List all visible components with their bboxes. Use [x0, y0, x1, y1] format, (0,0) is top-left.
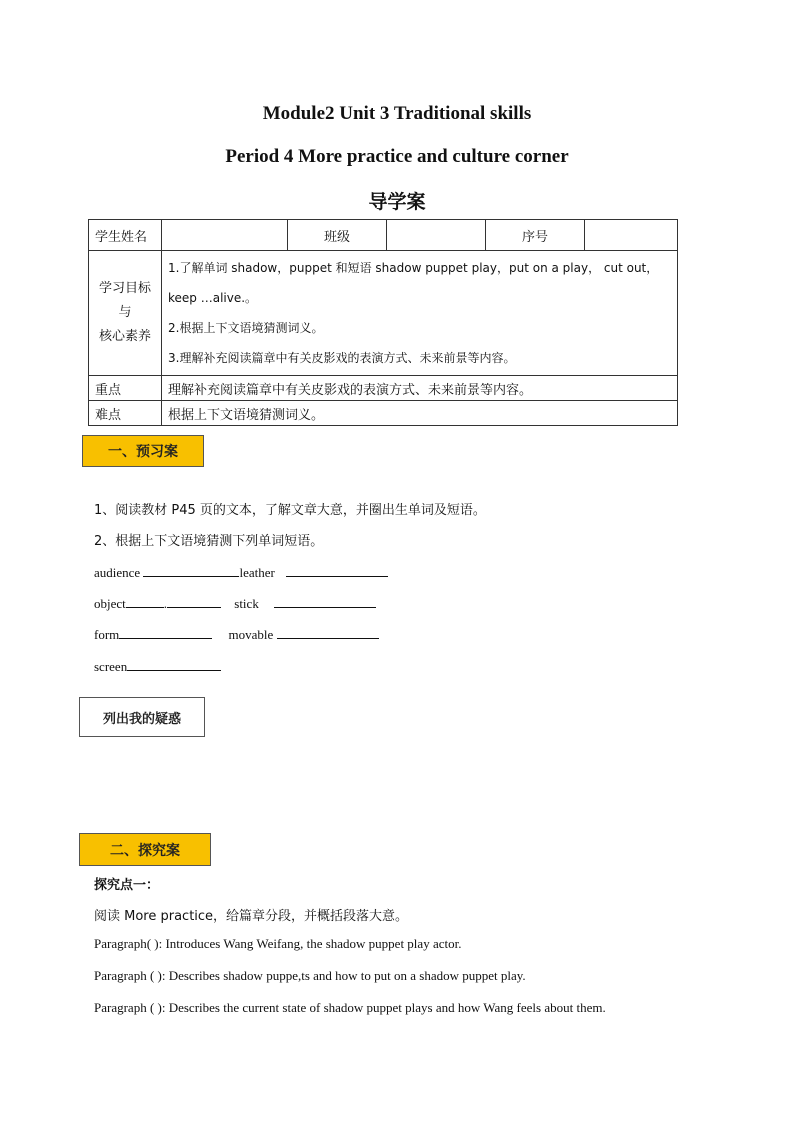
student-name-label: 学生姓名 [89, 220, 162, 251]
goals-label [89, 251, 162, 376]
goals-label-line3: 核心素养 [98, 329, 151, 344]
vocab-leather: leather [239, 565, 275, 580]
goals-label-line2: 与 [118, 305, 132, 320]
seat-field[interactable] [585, 220, 678, 251]
key-label: 重点 [89, 376, 162, 401]
object-blank-a[interactable] [126, 593, 164, 608]
paragraph-1: Paragraph( ): Introduces Wang Weifang, the shadow puppet play actor. [94, 936, 462, 951]
goals-label-line1: 学习目标 [98, 281, 151, 296]
difficulty-label: 难点 [89, 401, 162, 426]
period-title: Period 4 More practice and culture corner [225, 146, 569, 167]
info-table [88, 219, 678, 426]
audience-blank[interactable] [143, 562, 239, 577]
vocab-form: form [94, 627, 120, 642]
class-label: 班级 [288, 220, 387, 251]
explore-instruction: 阅读 More practice，给篇章分段，并概括段落大意。 [94, 909, 409, 924]
object-blank-b[interactable] [167, 593, 221, 608]
key-text: 理解补充阅读篇章中有关皮影戏的表演方式、未来前景等内容。 [162, 376, 678, 401]
preview-section-banner: 一、预习案 [82, 435, 204, 467]
vocab-row-3 [94, 624, 379, 643]
goal-2: 2.根据上下文语境猜测词义。 [168, 321, 324, 335]
vocab-movable: movable [228, 627, 274, 642]
form-blank[interactable] [119, 624, 212, 639]
difficulty-text: 根据上下文语境猜测词义。 [162, 401, 678, 426]
screen-blank[interactable] [127, 656, 221, 671]
vocab-row-4 [94, 656, 221, 675]
seat-label: 序号 [486, 220, 585, 251]
goal-3: 3.理解补充阅读篇章中有关皮影戏的表演方式、未来前景等内容。 [168, 351, 516, 365]
goal-1b: keep …alive.。 [168, 291, 258, 305]
goal-1a: 1.了解单词 shadow，puppet 和短语 shadow puppet play，put on a play， cut out， [168, 261, 659, 275]
vocab-object: object [94, 596, 126, 611]
doubts-box: 列出我的疑惑 [79, 697, 205, 737]
info-row-goals [89, 251, 678, 376]
paragraph-2: Paragraph ( ): Describes shadow puppe,ts and how to put on a shadow puppet play. [94, 968, 526, 983]
student-name-field[interactable] [162, 220, 288, 251]
info-row-student [89, 220, 678, 251]
info-row-difficulty [89, 401, 678, 426]
vocab-stick: stick [234, 596, 259, 611]
vocab-row-2 [94, 593, 376, 612]
object-dot: . [163, 596, 168, 611]
module-title: Module2 Unit 3 Traditional skills [262, 103, 532, 124]
class-field[interactable] [387, 220, 486, 251]
vocab-screen: screen [94, 659, 128, 674]
explore-point-1: 探究点一： [94, 878, 160, 893]
paragraph-3: Paragraph ( ): Describes the current state of shadow puppet plays and how Wang feels about them. [94, 1000, 606, 1015]
explore-section-banner: 二、探究案 [79, 833, 211, 866]
info-row-key [89, 376, 678, 401]
leather-blank[interactable] [286, 562, 388, 577]
vocab-row-1 [94, 562, 388, 581]
guide-title: 导学案 [368, 191, 426, 213]
stick-blank[interactable] [274, 593, 376, 608]
task-1: 1、阅读教材 P45 页的文本，了解文章大意，并圈出生单词及短语。 [94, 503, 486, 518]
movable-blank[interactable] [277, 624, 379, 639]
goals-content [162, 251, 678, 376]
task-2: 2、根据上下文语境猜测下列单词短语。 [94, 534, 324, 549]
vocab-audience: audience [94, 565, 141, 580]
